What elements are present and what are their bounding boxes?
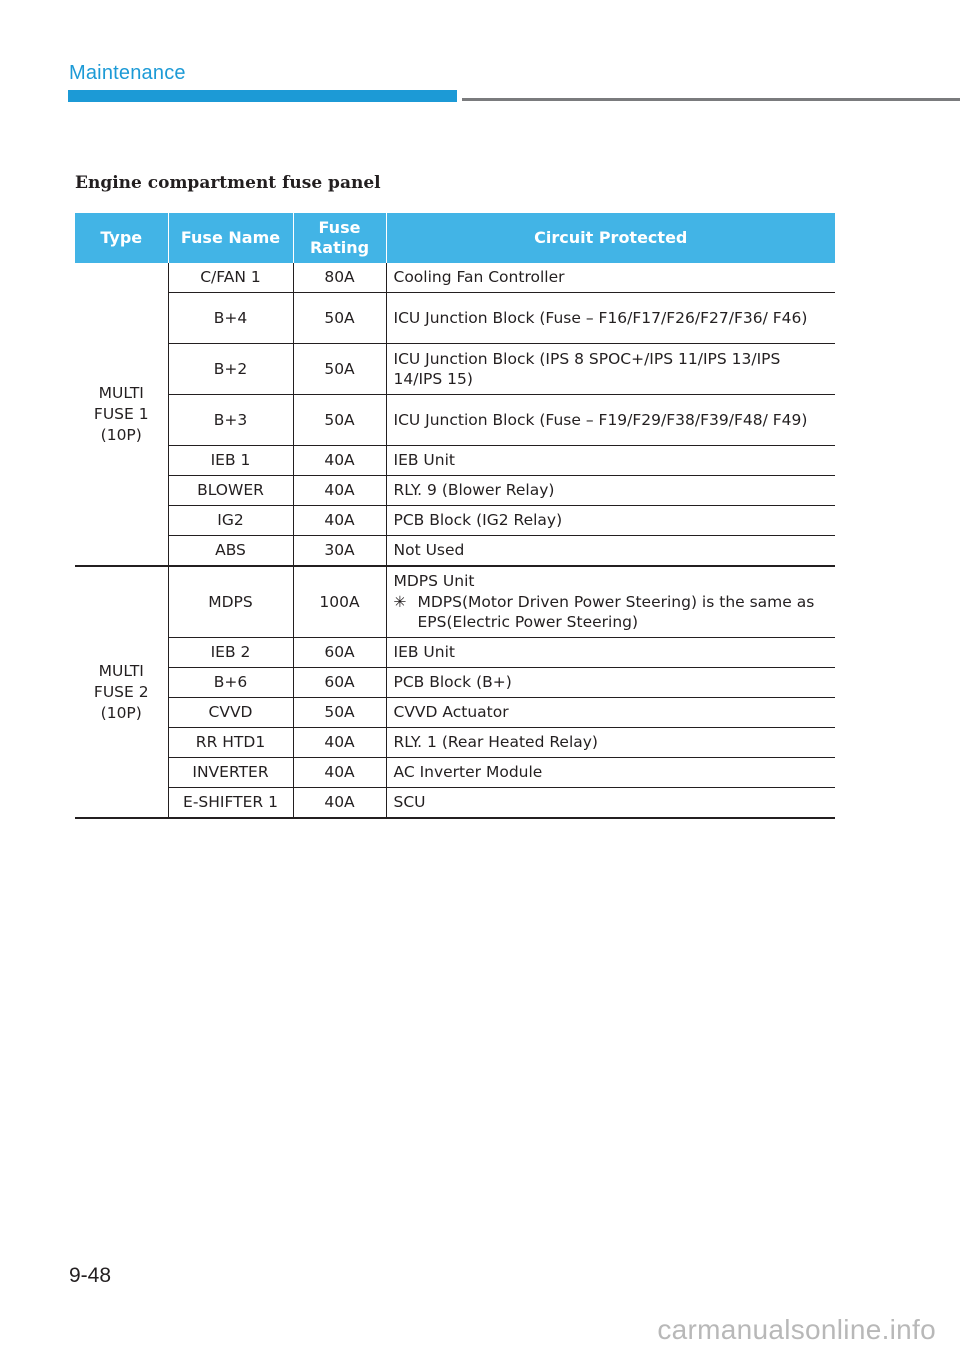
table-row — [75, 263, 835, 293]
circuit-protected: ICU Junction Block (IPS 8 SPOC+/IPS 11/IPS 13/IPS 14/IPS 15) — [386, 344, 835, 395]
table-row — [75, 506, 835, 536]
table-row — [75, 395, 835, 446]
table-row — [75, 698, 835, 728]
fuse-name: IEB 2 — [168, 638, 293, 668]
fuse-rating: 50A — [293, 293, 386, 344]
page-number: 9-48 — [69, 1264, 112, 1287]
fuse-name: B+6 — [168, 668, 293, 698]
circuit-note — [394, 592, 830, 633]
fuse-rating: 40A — [293, 446, 386, 476]
page-heading: Engine compartment fuse panel — [75, 173, 381, 193]
table-row — [75, 536, 835, 567]
fuse-name: B+3 — [168, 395, 293, 446]
circuit-protected: AC Inverter Module — [386, 758, 835, 788]
fuse-name: B+4 — [168, 293, 293, 344]
type-cell: MULTI FUSE 1 (10P) — [75, 263, 168, 566]
column-header-fuse-rating: Fuse Rating — [293, 213, 386, 263]
circuit-protected: PCB Block (B+) — [386, 668, 835, 698]
table-row — [75, 638, 835, 668]
type-cell: MULTI FUSE 2 (10P) — [75, 566, 168, 818]
circuit-protected: ICU Junction Block (Fuse – F19/F29/F38/F39/F48/ F49) — [386, 395, 835, 446]
fuse-name: IG2 — [168, 506, 293, 536]
column-header-fuse-name: Fuse Name — [168, 213, 293, 263]
fuse-name: BLOWER — [168, 476, 293, 506]
fuse-rating: 50A — [293, 395, 386, 446]
table-row — [75, 476, 835, 506]
circuit-protected: RLY. 1 (Rear Heated Relay) — [386, 728, 835, 758]
section-title: Maintenance — [69, 62, 186, 84]
fuse-rating: 50A — [293, 344, 386, 395]
fuse-rating: 30A — [293, 536, 386, 567]
fuse-name: CVVD — [168, 698, 293, 728]
fuse-rating: 40A — [293, 728, 386, 758]
column-header-circuit-protected: Circuit Protected — [386, 213, 835, 263]
circuit-protected: ICU Junction Block (Fuse – F16/F17/F26/F27/F36/ F46) — [386, 293, 835, 344]
circuit-protected: CVVD Actuator — [386, 698, 835, 728]
table-row — [75, 293, 835, 344]
circuit-protected — [386, 566, 835, 638]
header-rule — [462, 98, 960, 101]
fuse-rating: 60A — [293, 668, 386, 698]
fuse-name: RR HTD1 — [168, 728, 293, 758]
fuse-name: E-SHIFTER 1 — [168, 788, 293, 819]
fuse-rating: 60A — [293, 638, 386, 668]
fuse-name: B+2 — [168, 344, 293, 395]
table-row — [75, 728, 835, 758]
fuse-rating: 40A — [293, 476, 386, 506]
circuit-protected: Cooling Fan Controller — [386, 263, 835, 293]
table-row — [75, 668, 835, 698]
circuit-protected: IEB Unit — [386, 446, 835, 476]
fuse-name: C/FAN 1 — [168, 263, 293, 293]
table-row — [75, 344, 835, 395]
fuse-name: ABS — [168, 536, 293, 567]
circuit-protected: SCU — [386, 788, 835, 819]
table-header-row — [75, 213, 835, 263]
fuse-rating: 100A — [293, 566, 386, 638]
circuit-protected: PCB Block (IG2 Relay) — [386, 506, 835, 536]
table-row — [75, 446, 835, 476]
watermark: carmanualsonline.info — [657, 1314, 936, 1345]
column-header-type: Type — [75, 213, 168, 263]
circuit-protected: Not Used — [386, 536, 835, 567]
table-row — [75, 758, 835, 788]
circuit-protected: RLY. 9 (Blower Relay) — [386, 476, 835, 506]
fuse-rating: 80A — [293, 263, 386, 293]
circuit-main-text: MDPS Unit — [393, 572, 475, 591]
table-row — [75, 566, 835, 638]
fuse-name: IEB 1 — [168, 446, 293, 476]
fuse-rating: 40A — [293, 788, 386, 819]
fuse-table — [75, 213, 835, 819]
circuit-note-text: MDPS(Motor Driven Power Steering) is the same as EPS(Electric Power Steering) — [417, 592, 815, 632]
fuse-rating: 40A — [293, 506, 386, 536]
fuse-name: INVERTER — [168, 758, 293, 788]
asterisk-icon: ✳ — [393, 592, 407, 611]
header-accent-bar — [68, 90, 457, 102]
fuse-rating: 40A — [293, 758, 386, 788]
fuse-name: MDPS — [168, 566, 293, 638]
circuit-protected: IEB Unit — [386, 638, 835, 668]
table-row — [75, 788, 835, 819]
fuse-rating: 50A — [293, 698, 386, 728]
